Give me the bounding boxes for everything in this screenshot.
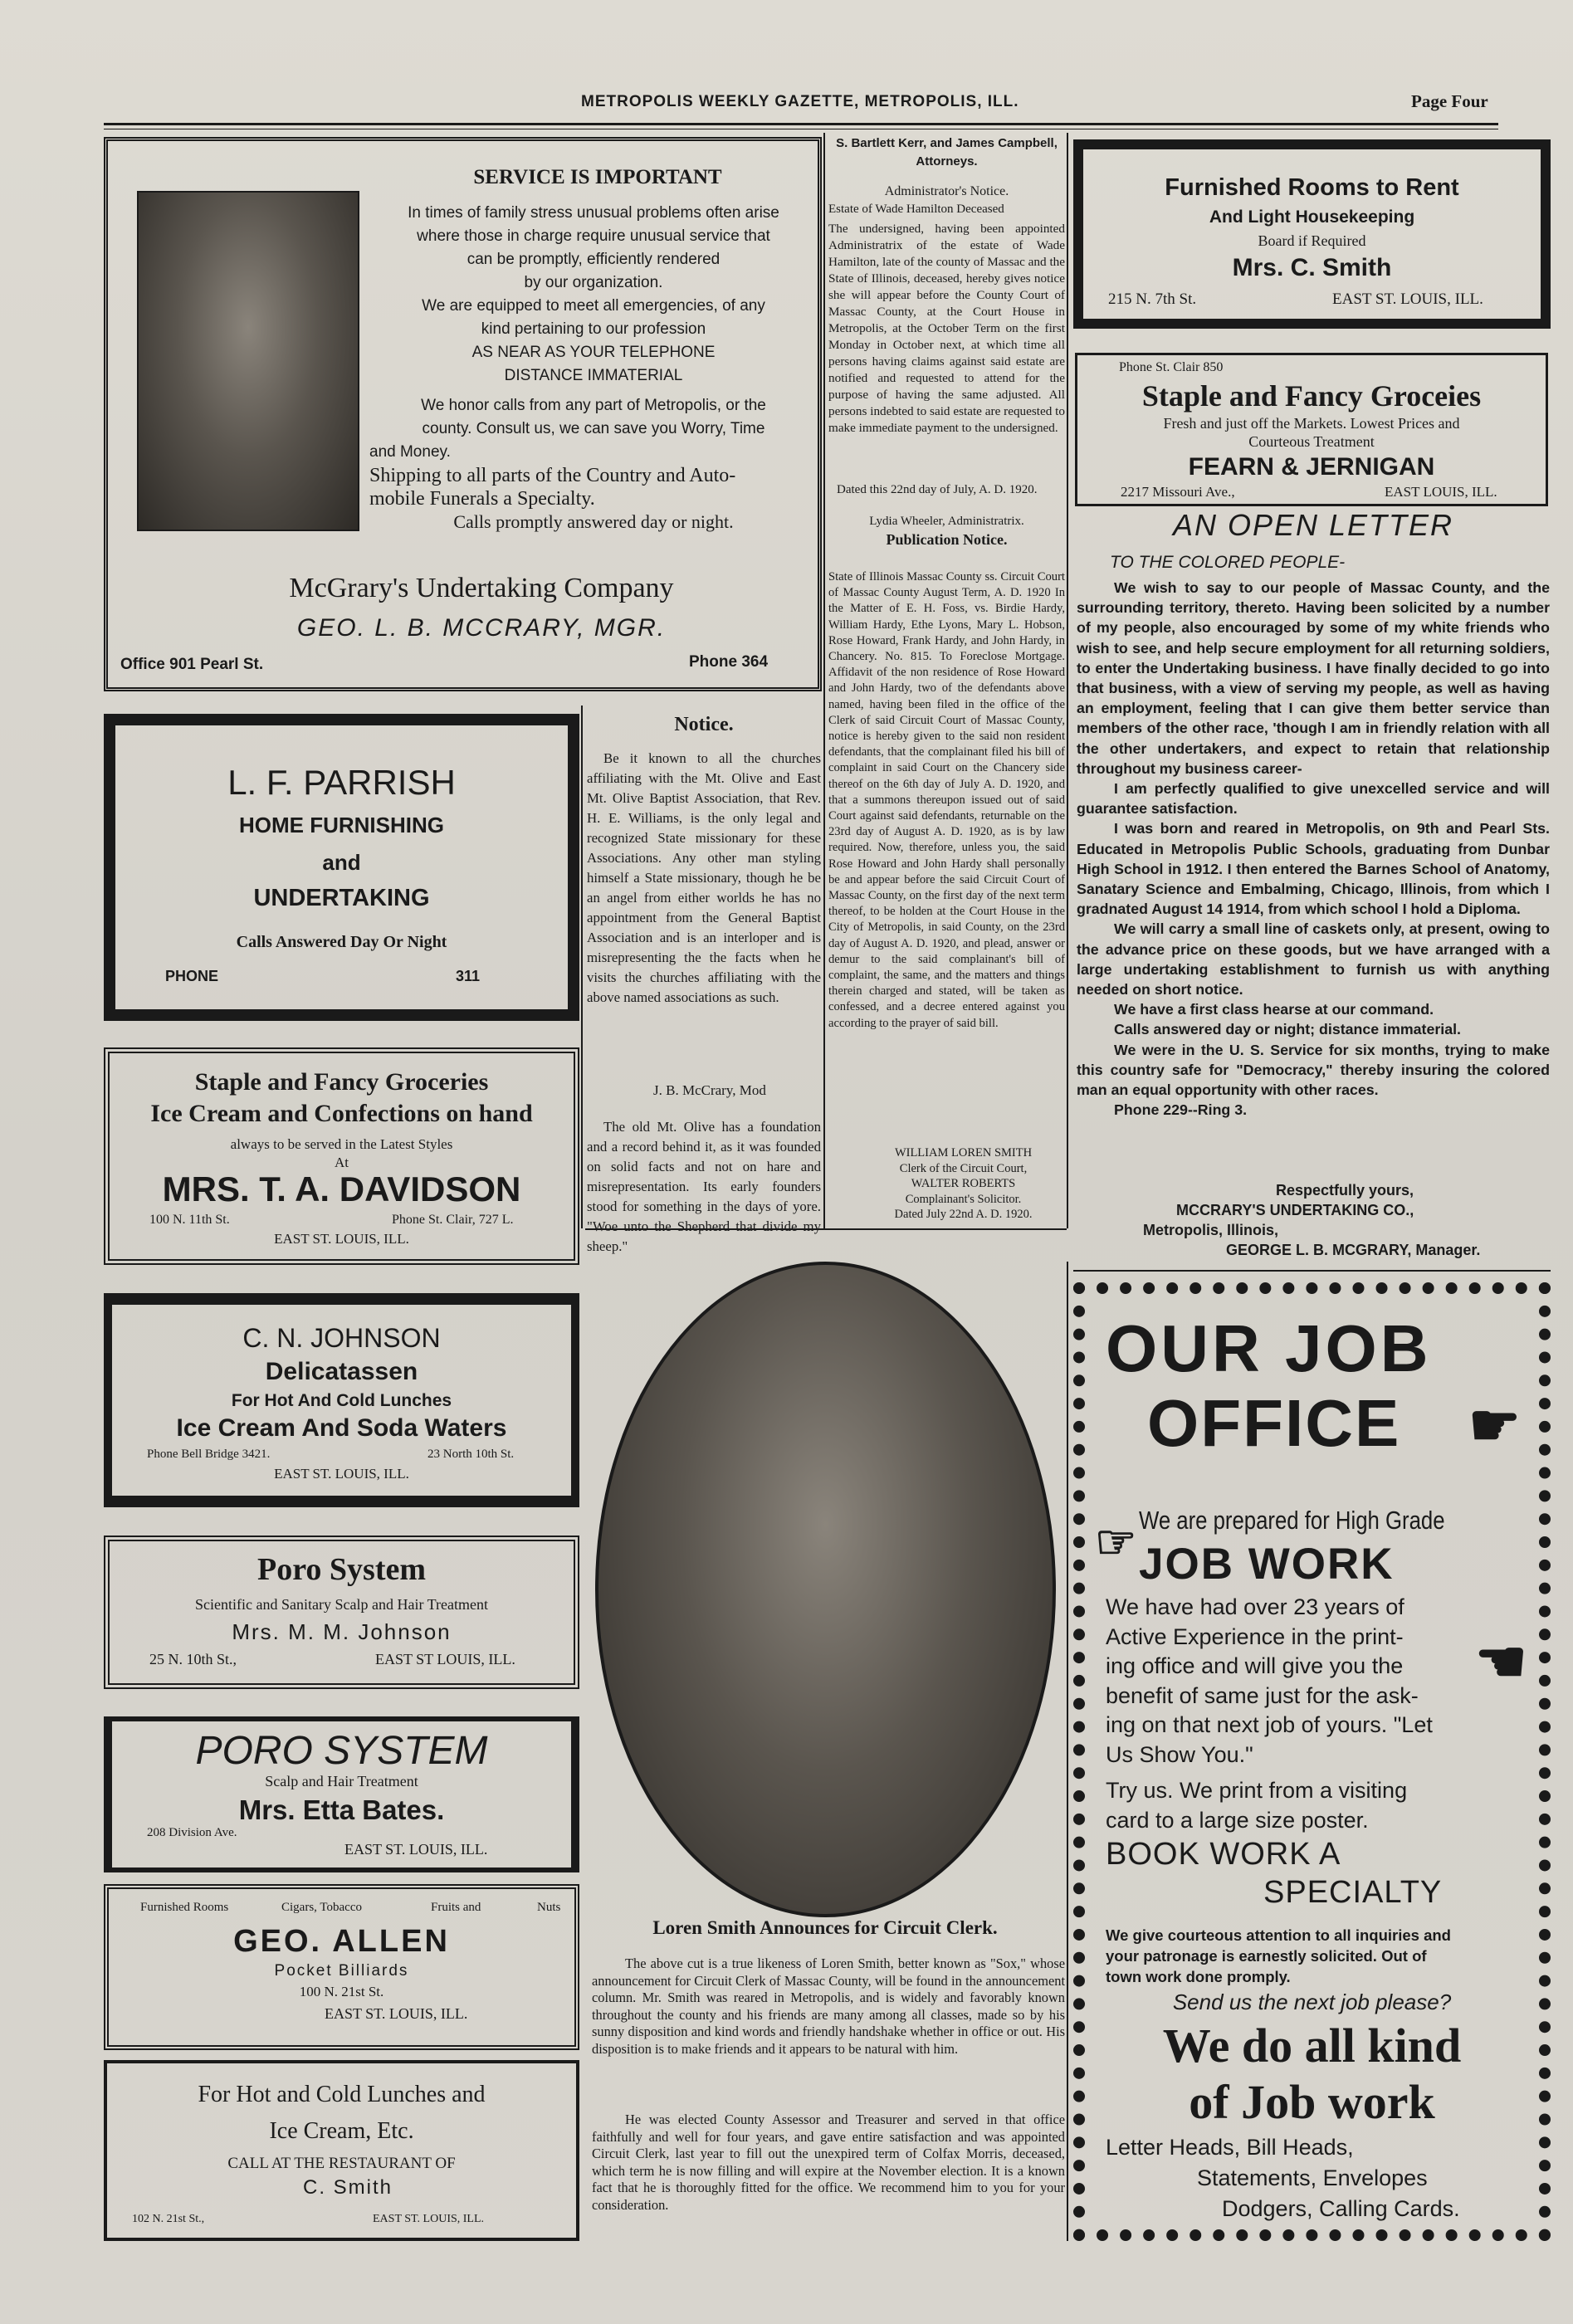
signature-line: Clerk of the Circuit Court, — [899, 1161, 1028, 1175]
smith-restaurant-ad — [104, 2060, 579, 2241]
signature-line: Complainant's Solicitor. — [905, 1192, 1022, 1206]
ad-body — [369, 202, 818, 621]
allen-items — [140, 1901, 572, 1921]
column-rule — [1067, 1262, 1068, 2241]
open-letter — [1077, 506, 1550, 1270]
restaurant-city: EAST ST. LOUIS, ILL. — [373, 2213, 485, 2225]
ad-line: We honor calls from any part of Metropolis, or the — [421, 397, 766, 414]
restaurant-line2: Ice Cream, Etc. — [269, 2118, 414, 2144]
notice-body: The undersigned, having been appointed Administratrix of the estate of Wade Hamilton, late of the county of Massac and the State of Illinois, deceased, hereby gives notice she will appear before the County Court of Massac County, at the Court House in Metropolis, at the October Term on the first Monday in October next, at which time all persons having claims against said estate are notified and requested to attend for the purpose of having the same adjusted. All persons indebted to said estate are requested to make immediate payment to the undersigned. — [828, 222, 1065, 435]
signature-line: WALTER ROBERTS — [911, 1177, 1016, 1191]
church-heading: Notice. — [674, 714, 734, 735]
attorneys-line: S. Bartlett Kerr, and James Campbell, — [836, 136, 1058, 150]
phone-number: Phone 364 — [689, 653, 769, 671]
job-exp-line: Active Experience in the print- — [1106, 1623, 1404, 1649]
job-list-line: Dodgers, Calling Cards. — [1222, 2196, 1460, 2221]
poro-address: 25 N. 10th St., — [149, 1651, 237, 1667]
manager-name: GEO. L. B. MCCRARY, MGR. — [296, 614, 667, 642]
fearn-phone: Phone St. Clair 850 — [1119, 360, 1224, 374]
fearn-jernigan-ad — [1075, 353, 1548, 506]
fearn-line1: Fresh and just off the Markets. Lowest Prices and — [1163, 415, 1460, 432]
rooms-address: 215 N. 7th St. — [1108, 290, 1197, 308]
open-letter-body — [1077, 578, 1550, 1192]
job-line2: JOB WORK — [1139, 1540, 1395, 1589]
job-exp-line: ing on that next job of yours. "Let — [1106, 1712, 1433, 1737]
letter-paragraph: I was born and reared in Metropolis, on 9th and Pearl Sts. Educated in Metropolis Public Schools, graduating from Dunbar High School in 1912. I then entered the Barnes School of Anatomy, Sanatary Science and Embalming, Chicago, Illinois, from which I gradnated August 14 1914, from which school I hold a Diploma. — [1077, 820, 1550, 918]
restaurant-line3: CALL AT THE RESTAURANT OF — [227, 2155, 456, 2172]
ad-line: where those in charge require unusual service that — [417, 227, 770, 245]
letter-paragraph: We were in the U. S. Service for six months, trying to make this country safe for "Democracy," thereby insuring the colored man an equal opportunity with other races. — [1077, 1041, 1550, 1099]
poro-title: Poro System — [257, 1552, 426, 1587]
job-try — [1106, 1775, 1537, 1837]
parrish-phone-label: PHONE — [165, 968, 219, 984]
rooms-line1: Furnished Rooms to Rent — [1165, 174, 1459, 201]
column-rule — [1067, 133, 1068, 1228]
ad-line: county. Consult us, we can save you Worry, Time — [422, 420, 765, 437]
job-exp-line: ing office and will give you the — [1106, 1653, 1404, 1678]
publication-heading: Publication Notice. — [886, 531, 1008, 548]
administrator-notice — [828, 134, 1065, 533]
restaurant-name: C. Smith — [302, 2176, 393, 2199]
parrish-name: L. F. PARRISH — [227, 763, 456, 802]
rooms-line3: Board if Required — [1258, 232, 1366, 249]
ad-line: In times of family stress unusual problems often arise — [408, 204, 779, 222]
job-book-2: SPECIALTY — [1263, 1875, 1443, 1910]
job-send: Send us the next job please? — [1172, 1990, 1452, 2014]
notice-heading: Administrator's Notice. — [884, 184, 1009, 198]
publication-signatures — [862, 1145, 1065, 1224]
article-paragraph: He was elected County Assessor and Treasurer and served in that office faithfully and well for four years, and gave entire satisfaction and was appointed Circuit Clerk, last year to fill out the unexpired term of Colfax Morris, deceased, which term he is now filling and will expire at the November election. It is a known fact that he is thoroughly fitted for the office. We recommend him to you for your consideration. — [592, 2112, 1065, 2213]
davidson-name: MRS. T. A. DAVIDSON — [162, 1169, 521, 1208]
ad-line: can be promptly, efficiently rendered — [467, 251, 721, 268]
closing-line: GEORGE L. B. MCGRARY, Manager. — [1226, 1242, 1481, 1258]
closing-line: Metropolis, Illinois, — [1143, 1222, 1279, 1238]
allen-item: Furnished Rooms — [140, 1901, 229, 1914]
letter-paragraph: Phone 229--Ring 3. — [1114, 1101, 1248, 1119]
davidson-city: EAST ST. LOUIS, ILL. — [274, 1231, 409, 1247]
poro-city: EAST ST LOUIS, ILL. — [375, 1651, 515, 1667]
ad-line: by our organization. — [524, 274, 663, 291]
column-rule — [581, 706, 583, 1228]
davidson-phone: Phone St. Clair, 727 L. — [392, 1213, 514, 1227]
fearn-city: EAST LOUIS, ILL. — [1385, 484, 1497, 500]
ad-line: kind pertaining to our profession — [481, 320, 706, 338]
section-rule — [1073, 1270, 1551, 1272]
letter-paragraph: I am perfectly qualified to give unexcelled service and will guarantee satisfaction. — [1077, 780, 1550, 818]
publication-body: State of Illinois Massac County ss. Circuit Court of Massac County August Term, A. D. 1920 In the Matter of E. H. Foss, vs. Birdie Hardy, William Hardy, Ethe Lyons, Mary L. Hobson, Rose Howard, Frank Hardy, and John Hardy, in Chancery. No. 815. To Foreclose Mortgage. Affidavit of the non residence of Rose Howard and John Hardy, two of the defendants above named, having been filed in the office of the Clerk of said Circuit Court of Massac County, notice is hereby given to the said non resident defendants, that the complainant filed his bill of complaint in said Court on the Chancery side thereof on the 6th day of July A. D. 1920, and that a summons thereupon issued out of said Court against said defendants, returnable on the 23rd day of August A. D. 1920, as is by law required. Now, therefore, unless you, the said Rose Howard and John Hardy shall personally be and appear before the said Circuit Court of Massac County, on the first day of the next term thereof, to be holden at the Court House in the City of Metropolis, in said County, on the 23rd day of August A. D. 1920, and plead, answer or demur to the said complainant's bill of complaint, the same, and the matters and things therein charged and stated, will be taken as confessed, and a decree entered against you according to the prayer of said bill. — [828, 570, 1065, 1030]
ad-line: AS NEAR AS YOUR TELEPHONE — [471, 344, 716, 361]
fearn-address: 2217 Missouri Ave., — [1121, 484, 1235, 500]
job-experience — [1106, 1593, 1471, 1775]
signature-line: WILLIAM LOREN SMITH — [894, 1146, 1033, 1160]
job-courteous-line: We give courteous attention to all inquiries and — [1106, 1926, 1451, 1944]
article-caption: Loren Smith Announces for Circuit Clerk. — [652, 1917, 998, 1938]
job-list-line: Letter Heads, Bill Heads, — [1106, 2135, 1354, 2160]
geo-allen-ad — [104, 1884, 579, 2050]
bates-title: PORO SYSTEM — [195, 1729, 488, 1773]
davidson-line3: always to be served in the Latest Styles — [230, 1136, 453, 1152]
job-office-ad — [1073, 1282, 1551, 2241]
signature-line: Dated July 22nd A. D. 1920. — [894, 1208, 1033, 1222]
job-exp-line: benefit of same just for the ask- — [1106, 1682, 1419, 1708]
portrait-photo — [137, 191, 359, 531]
publication-notice — [828, 531, 1065, 1228]
masthead: METROPOLIS WEEKLY GAZETTE, METROPOLIS, ILL. — [581, 93, 1019, 110]
loren-smith-portrait — [595, 1262, 1056, 1917]
davidson-line1: Staple and Fancy Groceries — [194, 1068, 489, 1096]
closing-line: Respectfully yours, — [1276, 1182, 1414, 1199]
parrish-furnishing-ad — [104, 714, 579, 1021]
ad-line: and Money. — [369, 443, 451, 461]
davidson-at: At — [335, 1155, 349, 1170]
restaurant-address: 102 N. 21st St., — [132, 2213, 205, 2225]
attorneys-line: Attorneys. — [916, 154, 978, 168]
johnson-line3: Ice Cream And Soda Waters — [176, 1414, 507, 1442]
open-letter-salutation: TO THE COLORED PEOPLE- — [1110, 553, 1346, 572]
bates-name: Mrs. Etta Bates. — [238, 1794, 445, 1825]
job-list-line: Statements, Envelopes — [1197, 2165, 1428, 2190]
article-paragraph: The above cut is a true likeness of Loren Smith, better known as "Sox," whose announcement for Circuit Clerk of Massac County, will be found in the announcement column. Mr. Smith was reared in Metropolis, and is widely and favorably known throughout the county and his friends are many among all classes, made so by his sunny disposition and kind words and friendly handshake whether in office or out. His disposition is to make friends and it appears to be natural with him. — [592, 1955, 1065, 2057]
loren-smith-article — [585, 1237, 1065, 2241]
johnson-line1: Delicatassen — [265, 1358, 418, 1385]
parrish-line2: and — [322, 850, 361, 875]
ad-title: SERVICE IS IMPORTANT — [473, 166, 722, 188]
open-letter-title: AN OPEN LETTER — [1172, 508, 1454, 542]
job-courteous-line: your patronage is earnestly solicited. Out of — [1106, 1947, 1427, 1965]
bates-line1: Scalp and Hair Treatment — [265, 1773, 418, 1789]
allen-item: Fruits and — [431, 1901, 481, 1914]
letter-paragraph: We will carry a small line of caskets only, at present, owing to the advance price on these goods, but we have arranged with a large undertaking establishment to furnish us with anything needed on short notice. — [1077, 920, 1550, 998]
davidson-address: 100 N. 11th St. — [149, 1213, 230, 1227]
fearn-name: FEARN & JERNIGAN — [1188, 453, 1435, 481]
johnson-city: EAST ST. LOUIS, ILL. — [274, 1466, 409, 1482]
job-book-1: BOOK WORK A — [1106, 1837, 1341, 1872]
poro-system-johnson-ad — [104, 1536, 579, 1689]
bates-city: EAST ST. LOUIS, ILL. — [344, 1841, 488, 1858]
restaurant-line1: For Hot and Cold Lunches and — [198, 2082, 486, 2107]
poro-line1: Scientific and Sanitary Scalp and Hair Treatment — [195, 1596, 488, 1613]
attorneys — [828, 134, 1065, 173]
poro-name: Mrs. M. M. Johnson — [232, 1619, 452, 1644]
johnson-phone: Phone Bell Bridge 3421. — [147, 1448, 271, 1461]
johnson-line2: For Hot And Cold Lunches — [231, 1391, 452, 1410]
company-name: McGrary's Undertaking Company — [289, 573, 674, 603]
parrish-phone-number: 311 — [456, 968, 481, 984]
notice-signed: Lydia Wheeler, Administratrix. — [869, 515, 1024, 528]
church-notice — [587, 714, 821, 1254]
notice-dated: Dated this 22nd day of July, A. D. 1920. — [837, 483, 1038, 496]
fearn-line2: Courteous Treatment — [1248, 433, 1375, 450]
allen-name: GEO. ALLEN — [233, 1924, 450, 1959]
bates-address: 208 Division Ave. — [147, 1826, 237, 1839]
allen-line1: Pocket Billiards — [274, 1962, 409, 1980]
davidson-groceries-ad — [104, 1047, 579, 1265]
church-body-2: The old Mt. Olive has a foundation and a record behind it, as it was founded on solid facts and not on hare and misrepresentation. Its early founders stood for something in the days of yore. "Woe unto the Shepherd that divide my sheep." — [587, 1119, 821, 1254]
job-big-2: of Job work — [1189, 2075, 1435, 2129]
ad-line: DISTANCE IMMATERIAL — [504, 367, 683, 384]
office-address: Office 901 Pearl St. — [120, 656, 264, 673]
allen-city: EAST ST. LOUIS, ILL. — [325, 2005, 468, 2022]
davidson-line2: Ice Cream and Confections on hand — [150, 1100, 533, 1127]
job-courteous — [1106, 1925, 1537, 1991]
job-big-1: We do all kind — [1162, 2019, 1462, 2073]
ad-line: Shipping to all parts of the Country and Auto- — [369, 465, 736, 486]
job-line1: We are prepared for High Grade — [1139, 1506, 1445, 1535]
job-title-1: OUR JOB — [1106, 1311, 1432, 1385]
rooms-line2: And Light Housekeeping — [1209, 208, 1415, 227]
job-list — [1106, 2132, 1537, 2232]
job-try-line: card to a large size poster. — [1106, 1808, 1369, 1833]
johnson-address: 23 North 10th St. — [427, 1448, 515, 1461]
ad-line: Calls promptly answered day or night. — [453, 511, 734, 532]
church-body: Be it known to all the churches affiliating with the Mt. Olive and East Mt. Olive Baptist Association, that Rev. H. E. Williams, is the only legal and recognized State missionary for these Associations. Any other man styling himself a State missionary, though he be an angel from either worlds he has no appointment from the General Baptist Association and is an interloper and is misrepresenting the the facts when he visits the churches affiliating with the above named associations as such. — [587, 750, 821, 1005]
rooms-city: EAST ST. LOUIS, ILL. — [1332, 290, 1483, 308]
parrish-line3: UNDERTAKING — [253, 885, 430, 911]
page-number: Page Four — [1411, 91, 1488, 111]
mccrary-undertaking-ad — [104, 137, 822, 691]
letter-paragraph: We wish to say to our people of Massac County, and the surrounding territory, thereto. Having been solicited by a number of my people, also encouraged by some of my white friends who wish to see, and help secure employment for all returning soldiers, to enter the Undertaking business. I have finally decided to go into that business, with a view of serving my people, as well as having an employment, feeling that I can give them better service than members of the other race, 'though I am in friendly relation with all the other undertakers, and expect to retain that relationship throughout my business career- — [1077, 579, 1550, 777]
rooms-name: Mrs. C. Smith — [1232, 254, 1392, 281]
letter-paragraph: We have a first class hearse at our command. — [1114, 1001, 1434, 1018]
allen-item: Cigars, Tobacco — [281, 1901, 362, 1914]
poro-system-bates-ad — [104, 1716, 579, 1872]
job-exp-line: Us Show You." — [1106, 1741, 1253, 1767]
parrish-line1: HOME FURNISHING — [239, 813, 444, 837]
column-rule — [823, 133, 825, 1228]
johnson-name: C. N. JOHNSON — [242, 1323, 441, 1353]
fearn-title: Staple and Fancy Groceies — [1141, 379, 1482, 413]
church-signed: J. B. McCrary, Mod — [653, 1082, 766, 1098]
masthead-rule — [104, 123, 1498, 125]
ad-line: We are equipped to meet all emergencies, of any — [422, 297, 765, 315]
job-exp-line: We have had over 23 years of — [1106, 1594, 1404, 1619]
job-courteous-line: town work done promply. — [1106, 1968, 1291, 1985]
parrish-calls: Calls Answered Day Or Night — [236, 933, 447, 951]
closing-line: MCCRARY'S UNDERTAKING CO., — [1176, 1202, 1414, 1218]
pointing-man-icon: ☚ — [1475, 1631, 1527, 1695]
job-try-line: Try us. We print from a visiting — [1106, 1778, 1408, 1803]
ad-line: mobile Funerals a Specialty. — [369, 488, 595, 510]
furnished-rooms-ad — [1073, 139, 1551, 329]
job-title-2: OFFICE — [1147, 1386, 1401, 1460]
pointing-man-icon: ☛ — [1468, 1394, 1521, 1458]
johnson-delicatessen-ad — [104, 1293, 579, 1507]
open-letter-signature — [1110, 1180, 1550, 1270]
allen-item: Nuts — [537, 1901, 561, 1914]
pointing-man-icon: ☞ — [1095, 1517, 1137, 1569]
allen-address: 100 N. 21st St. — [299, 1984, 384, 1999]
letter-paragraph: Calls answered day or night; distance immaterial. — [1114, 1021, 1461, 1038]
estate-line: Estate of Wade Hamilton Deceased — [828, 203, 1004, 216]
